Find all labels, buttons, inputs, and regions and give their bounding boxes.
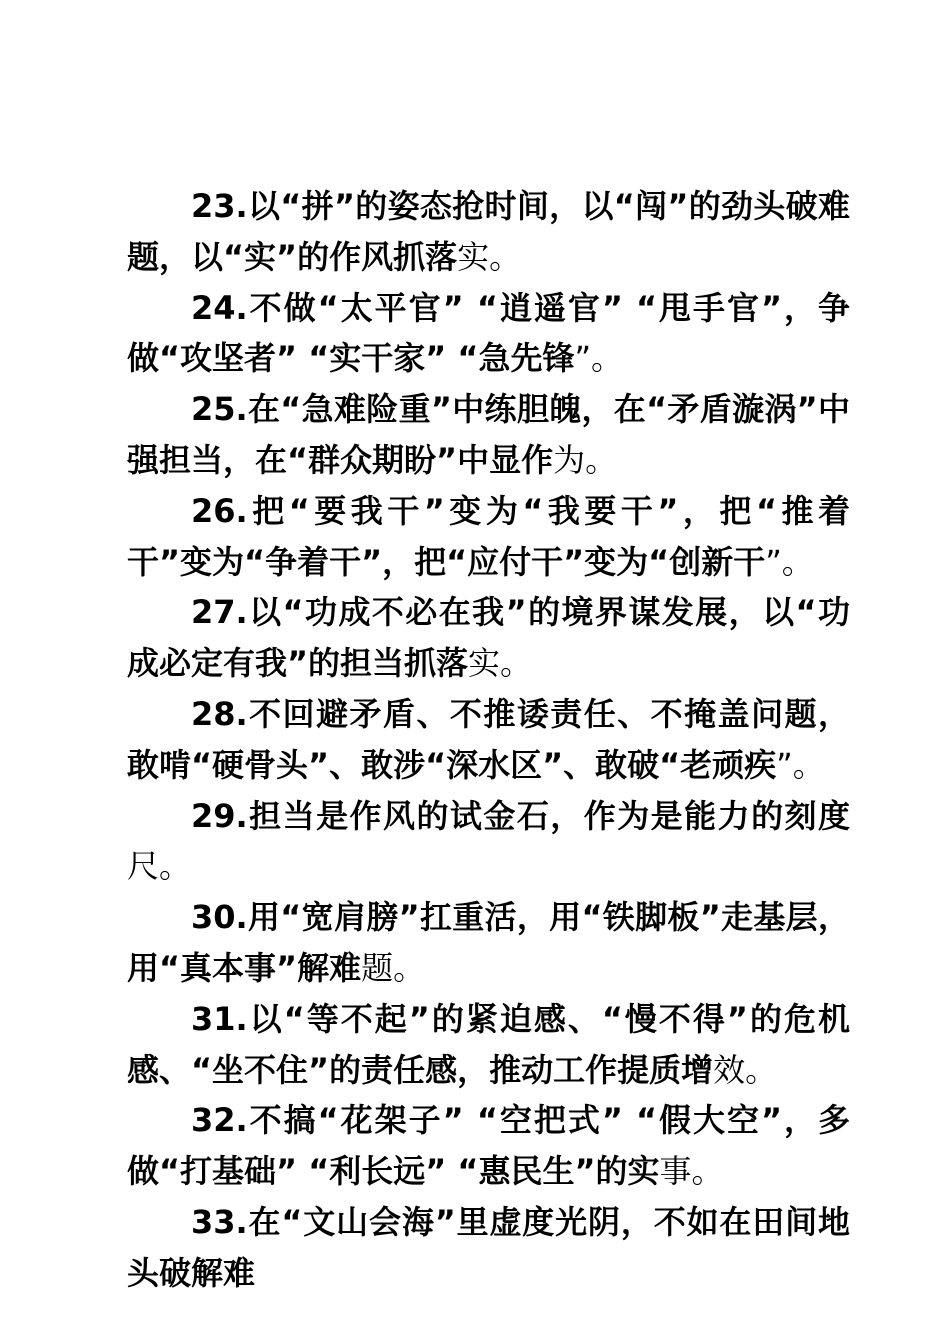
paragraph-31-tail-text: 效。 <box>713 1050 778 1089</box>
paragraph-26-bold-text: 26.把“要我干”变为“我要干”，把“推着干”变为“争着干”，把“应付干”变为“创新干 <box>127 491 850 581</box>
paragraph-24-tail-text: ”。 <box>574 339 624 378</box>
paragraph-31-bold-text: 31.以“等不起”的紧迫感、“慢不得”的危机感、“坐不住”的责任感，推动工作提质增 <box>127 999 850 1089</box>
paragraph-32-bold-text: 32.不搞“花架子” “空把式” “假大空”，多做“打基础” “利长远” “惠民生”的实 <box>127 1101 850 1191</box>
paragraph-item-24 <box>127 283 850 385</box>
paragraph-29-bold-text: 29.担当是作风的试金石，作为是能力的刻度 <box>191 796 850 835</box>
paragraph-item-27 <box>127 587 850 689</box>
paragraph-30-bold-text: 30.用“宽肩膀”扛重活，用“铁脚板”走基层，用“真本事”解难 <box>127 898 850 987</box>
paragraph-23-bold-text: 23.以“拼”的姿态抢时间，以“闯”的劲头破难题，以“实”的作风抓落 <box>127 187 850 276</box>
paragraph-item-31 <box>127 994 850 1096</box>
paragraph-item-30 <box>127 892 850 994</box>
paragraph-28-tail-text: ”。 <box>776 745 825 784</box>
paragraph-27-tail-text: 实。 <box>468 644 533 683</box>
paragraph-item-26 <box>127 486 850 588</box>
paragraph-item-29 <box>127 791 850 893</box>
paragraph-item-33 <box>127 1197 850 1299</box>
paragraph-28-bold-text: 28.不回避矛盾、不推诿责任、不掩盖问题，敢啃“硬骨头”、敢涉“深水区”、敢破“老顽疾 <box>127 694 850 784</box>
paragraph-23-tail-text: 实。 <box>457 237 522 276</box>
paragraph-24-bold-text: 24.不做“太平官” “逍遥官” “甩手官”，争做“攻坚者” “实干家” “急先锋 <box>127 288 850 378</box>
paragraph-33-bold-text: 33.在“文山会海”里虚度光阴，不如在田间地头破解难 <box>127 1202 850 1292</box>
paragraph-item-28 <box>127 689 850 791</box>
paragraph-29-tail-text: 尺。 <box>127 847 192 886</box>
paragraph-25-tail-text: 为。 <box>553 440 618 479</box>
paragraph-item-25 <box>127 384 850 486</box>
paragraph-27-bold-text: 27.以“功成不必在我”的境界谋发展，以“功成必定有我”的担当抓落 <box>127 593 850 683</box>
paragraph-25-bold-text: 25.在“急难险重”中练胆魄，在“矛盾漩涡”中强担当，在“群众期盼”中显作 <box>127 390 850 479</box>
paragraph-item-32 <box>127 1095 850 1197</box>
paragraph-30-tail-text: 题。 <box>361 948 426 987</box>
paragraph-item-23 <box>127 181 850 283</box>
paragraph-32-tail-text: 事。 <box>659 1152 724 1191</box>
paragraph-26-tail-text: ”。 <box>765 542 814 581</box>
